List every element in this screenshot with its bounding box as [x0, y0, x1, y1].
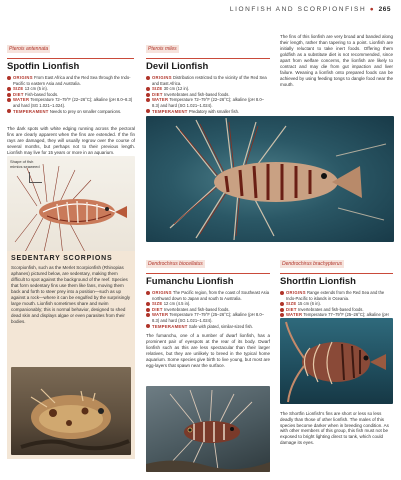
- fact-key: TEMPERAMENT: [13, 108, 49, 114]
- fact-value: 13 cm (5 in).: [24, 86, 48, 92]
- fact-row: [146, 75, 270, 86]
- diet-icon: [280, 308, 284, 312]
- diet-icon: [146, 308, 150, 312]
- fact-value: 30 cm (12 in).: [163, 86, 190, 92]
- fact-key: SIZE: [152, 86, 163, 92]
- fact-value: Needs to prey on smaller companions.: [49, 108, 122, 114]
- origins-icon: [280, 291, 284, 295]
- water-icon: [146, 98, 150, 102]
- fact-key: TEMPERAMENT: [152, 108, 188, 114]
- fact-key: SIZE: [286, 301, 297, 307]
- spotfin-description: The dark spots with white edging running across the pectoral fins are clearly apparent when the fins are extended. If the fin rays are damaged, they will usually regrow over the course of several months, but perhaps not to their previous length. Lionfish may live for 15 years or more in an aquarium.: [7, 126, 135, 155]
- scorpionfish-photo: [11, 367, 131, 455]
- sidebar-title: SEDENTARY SCORPIONS: [11, 255, 113, 262]
- fumanchu-illustration: [146, 386, 270, 472]
- fact-key: WATER: [152, 312, 169, 318]
- fact-key: SIZE: [152, 301, 163, 307]
- running-head-bullet: ●: [369, 6, 376, 13]
- fumanchu-entry: [146, 252, 270, 369]
- shortfin-caption: The Shortfin Lionfish's fins are short or less so less deadly than those of other lionfish. The males of this species become darker when in breeding condition. As with other members of this group, this fish must not be exposed to bright lighting direct to tank, which could damage its eyes.: [280, 411, 389, 445]
- spotfin-inset-caption: Shape of fish mimics seaweed: [10, 159, 40, 169]
- fumanchu-facts: [146, 290, 270, 329]
- devil-entry: [146, 37, 270, 114]
- scorpionfish-illustration: [11, 367, 131, 455]
- fact-key: WATER: [152, 97, 169, 103]
- fact-key: ORIGINS: [13, 75, 33, 80]
- fact-value: Temperature 72–79°F (22–26°C); alkaline (pH 8.0–8.3) and hard (SG 1.021–1.024).: [13, 97, 133, 108]
- fact-row: [146, 324, 270, 330]
- spotfin-facts: [7, 75, 134, 114]
- origins-icon: [146, 76, 150, 80]
- page-number: 265: [378, 6, 391, 13]
- fumanchu-photo: [146, 386, 270, 472]
- fact-value: Safe with plated, similar-sized fish.: [188, 323, 254, 329]
- fact-key: SIZE: [13, 86, 24, 92]
- sidebar-box: [7, 251, 135, 459]
- fact-key: ORIGINS: [152, 290, 172, 295]
- spotfin-common-name: Spotfin Lionfish: [7, 61, 80, 72]
- fact-row: [280, 290, 393, 301]
- devil-lionfish-photo: [146, 116, 394, 242]
- shortfin-illustration: [280, 318, 393, 404]
- fact-value: Temperature 77–79°F (25–26°C); alkaline (pH: [303, 312, 389, 318]
- origins-icon: [7, 76, 11, 80]
- fact-key: DIET: [152, 306, 163, 312]
- fact-value: Invertebrates and fish-based foods.: [297, 306, 364, 312]
- devil-facts: [146, 75, 270, 114]
- devil-scientific-name: Pterois miles: [148, 46, 177, 52]
- size-icon: [280, 302, 284, 306]
- fact-key: DIET: [13, 91, 24, 97]
- fact-key: ORIGINS: [152, 75, 172, 80]
- fact-row: [146, 312, 270, 323]
- fumanchu-scientific-name: Dendrochirus biocellatus: [148, 261, 203, 267]
- fact-key: ORIGINS: [286, 290, 306, 295]
- shortfin-photo: [280, 318, 393, 404]
- fumanchu-common-name: Fumanchu Lionfish: [146, 276, 234, 287]
- spotfin-lionfish-illustration: [7, 156, 135, 260]
- devil-common-name: Devil Lionfish: [146, 61, 209, 72]
- sidebar-text: Scorpionfish, such as the Merlet Scorpionfish (Rhinopias aphanes) pictured below, are sedentary, making them difficult to spot against the background of the reef. Species that form sedentary fins use them like fans, moving them back and forth to steer prey into a position—such as up against a rock—where it can be engulfed by the surprisingly large mouth. Lionfish sometimes share and swim companionably; this is normal behavior, designed to shed dead skin and displays algae or even parasites from their bodies.: [11, 265, 131, 324]
- size-icon: [146, 87, 150, 91]
- origins-icon: [146, 291, 150, 295]
- temperament-icon: [146, 109, 150, 113]
- fact-row: [146, 97, 270, 108]
- fumanchu-description: The fumanchu, one of a number of dwarf lionfish, has a prominent pair of eyespots at the rear of its body. Dwarf lionfish such as this are less spectacular than their larger relatives, but they are unlikely to breed in the typical home aquarium. Some species give birth to live young, but most are egg-layers that spawn near the surface.: [146, 333, 270, 369]
- running-head: [230, 6, 391, 13]
- devil-description: The fins of this lionfish are very broad and banded along their length, rather than tapering to a point. Lionfish are initially reluctant to take inert foods. Offering them goldfish as a substitute diet is not recommended, since apart from welfare concerns, the lionfish are likely to contract and may die from gut impaction and liver failure. Weaning a lionfish onto prepared foods can be achieved by using feeding tongs to dangle food near the mouth.: [280, 34, 393, 87]
- fact-value: Predatory with smaller fish.: [188, 108, 240, 114]
- shortfin-common-name: Shortfin Lionfish: [280, 276, 356, 287]
- fact-key: WATER: [13, 97, 30, 103]
- fact-key: WATER: [286, 312, 303, 318]
- fact-row: [146, 109, 270, 115]
- fact-row: [7, 109, 134, 115]
- fact-value: Invertebrates and fish-based foods.: [163, 91, 230, 97]
- spotfin-scientific-name: Pterois antennata: [9, 46, 49, 52]
- fact-value: Temperature 72–79°F (22–26°C); alkaline (pH 8.0–8.3) and hard (SG 1.021–1.024).: [152, 97, 265, 108]
- running-head-title: LIONFISH AND SCORPIONFISH: [229, 6, 367, 13]
- water-icon: [146, 313, 150, 317]
- fact-value: 15 cm (6 in).: [297, 301, 321, 307]
- fact-value: Invertebrates and fish-based foods.: [163, 306, 230, 312]
- temperament-icon: [7, 109, 11, 113]
- temperament-icon: [146, 324, 150, 328]
- shortfin-scientific-name: Dendrochirus brachypterus: [282, 261, 343, 267]
- fact-value: From East Africa and the Red Sea through the Indo-Pacific to eastern Asia and Australia.: [13, 75, 131, 86]
- fact-row: [146, 290, 270, 301]
- fact-row: [7, 75, 134, 86]
- fact-key: DIET: [152, 91, 163, 97]
- size-icon: [7, 87, 11, 91]
- fact-key: DIET: [286, 306, 297, 312]
- fact-value: 12 cm (4.5 in).: [163, 301, 191, 307]
- diet-icon: [7, 93, 11, 97]
- caption-leader-line: [29, 172, 42, 183]
- fact-value: The Pacific region, from the coast of Southeast Asia northward down to Japan and south to Australia.: [152, 290, 270, 301]
- fact-value: Range extends from the Red Sea and the Indo-Pacific to islands in Oceania.: [286, 290, 385, 301]
- size-icon: [146, 302, 150, 306]
- spotfin-photo: [7, 156, 135, 260]
- fact-value: Distribution restricted to the vicinity of the Red Sea and East Africa.: [152, 75, 267, 86]
- fact-key: TEMPERAMENT: [152, 323, 188, 329]
- fact-value: Temperature 77–79°F (25–26°C); alkaline (pH 8.0–8.3) and hard (SG 1.021–1.024).: [152, 312, 265, 323]
- diet-icon: [146, 93, 150, 97]
- water-icon: [7, 98, 11, 102]
- devil-lionfish-illustration: [146, 116, 394, 242]
- fact-value: Fish-based foods.: [24, 91, 59, 97]
- fact-row: [7, 97, 134, 108]
- water-icon: [280, 313, 284, 317]
- spotfin-entry: [7, 37, 134, 114]
